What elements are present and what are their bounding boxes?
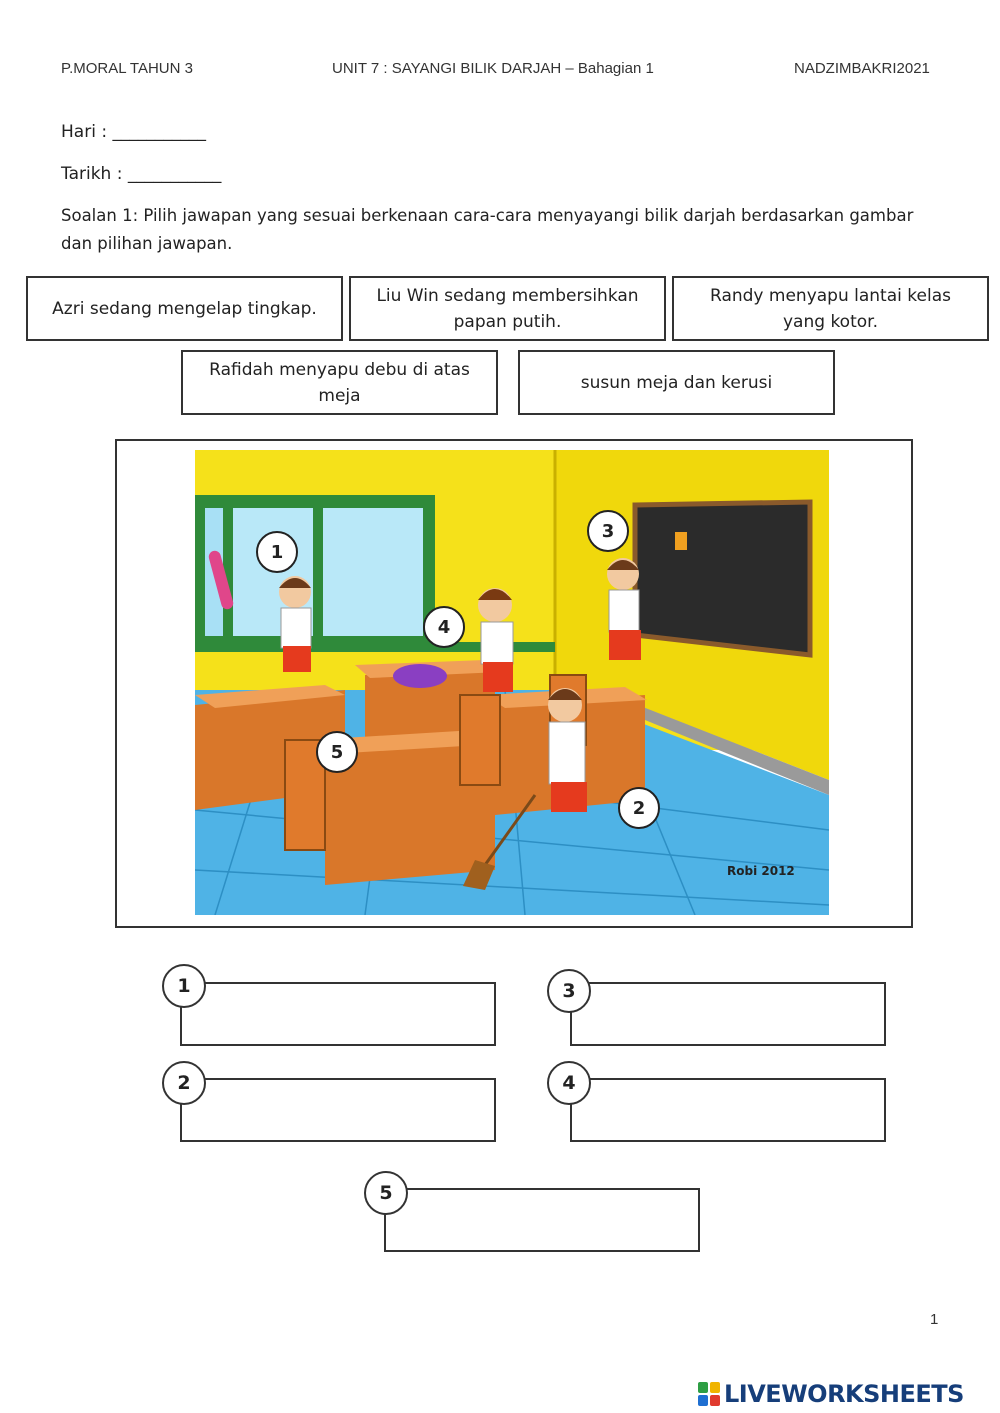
answer-box-4	[570, 1078, 886, 1142]
artist-signature: Robi 2012	[727, 864, 795, 878]
liveworksheets-mark-icon	[698, 1382, 720, 1406]
answer-box-1	[180, 982, 496, 1046]
option-randy-text: Randy menyapu lantai kelas yang kotor.	[710, 285, 951, 332]
option-liu-win-text: Liu Win sedang membersihkan papan putih.	[376, 285, 639, 332]
date-field: Tarikh : ___________	[61, 164, 222, 184]
answer-box-3	[570, 982, 886, 1046]
blackboard	[635, 502, 810, 655]
classroom-illustration	[195, 450, 829, 915]
answer-number-3: 3	[547, 969, 591, 1013]
header-center: UNIT 7 : SAYANGI BILIK DARJAH – Bahagian 1	[332, 60, 654, 77]
brand-text: LIVEWORKSHEETS	[724, 1380, 964, 1408]
option-susun-meja[interactable]	[518, 350, 835, 415]
question-line-1: Soalan 1: Pilih jawapan yang sesuai berkenaan cara-cara menyayangi bilik darjah berdasarkan gambar	[61, 206, 914, 225]
answer-box-2	[180, 1078, 496, 1142]
answer-number-5: 5	[364, 1171, 408, 1215]
scene-marker-5: 5	[316, 731, 358, 773]
answer-input-2[interactable]	[222, 1088, 486, 1134]
answer-number-2: 2	[162, 1061, 206, 1105]
scene-marker-1: 1	[256, 531, 298, 573]
answer-number-1: 1	[162, 964, 206, 1008]
header-left: P.MORAL TAHUN 3	[61, 60, 193, 77]
answer-box-5	[384, 1188, 700, 1252]
liveworksheets-logo[interactable]	[698, 1376, 964, 1412]
page-number: 1	[930, 1311, 939, 1328]
option-liu-win[interactable]	[349, 276, 666, 341]
option-azri-text: Azri sedang mengelap tingkap.	[52, 298, 317, 319]
answer-input-5[interactable]	[426, 1198, 690, 1244]
answer-input-4[interactable]	[612, 1088, 876, 1134]
day-field: Hari : ___________	[61, 122, 206, 142]
option-rafidah-text: Rafidah menyapu debu di atas meja	[209, 359, 470, 406]
option-rafidah[interactable]	[181, 350, 498, 415]
answer-number-4: 4	[547, 1061, 591, 1105]
scene-marker-2: 2	[618, 787, 660, 829]
scene-marker-3: 3	[587, 510, 629, 552]
question-line-2: dan pilihan jawapan.	[61, 234, 233, 253]
window-pane-right	[323, 508, 423, 636]
scene-marker-4: 4	[423, 606, 465, 648]
header-right: NADZIMBAKRI2021	[794, 60, 930, 77]
answer-input-3[interactable]	[612, 992, 876, 1038]
option-susun-meja-text: susun meja dan kerusi	[580, 372, 773, 393]
option-randy[interactable]	[672, 276, 989, 341]
option-azri[interactable]	[26, 276, 343, 341]
answer-input-1[interactable]	[222, 992, 486, 1038]
